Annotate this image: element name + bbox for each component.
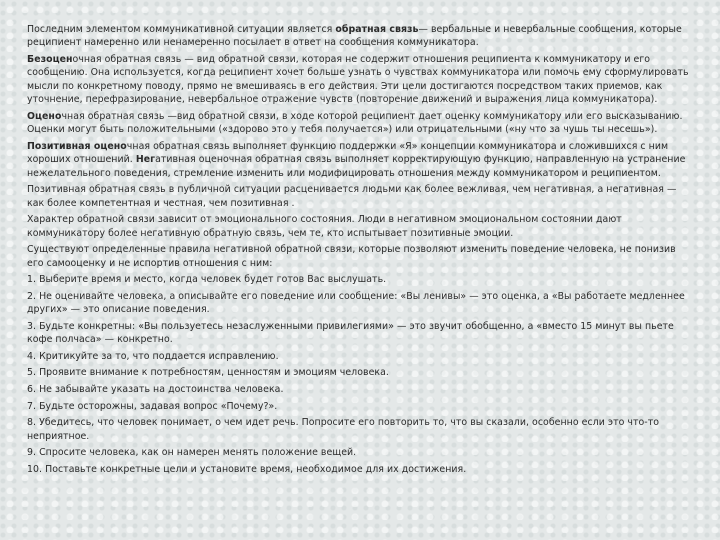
term-negative: Нег (135, 154, 156, 166)
rule-item-2 (27, 290, 695, 317)
text-run: 9. Спросите человека, как он намерен менять положение вещей. (27, 447, 357, 459)
text-run: 8. Убедитесь, что человек понимает, о чем идет речь. Попросите его повторить то, что вы сказали, особенно если это что-то неприятное. (27, 417, 660, 442)
rule-item-6 (27, 383, 695, 396)
term-positive-evaluative: Позитивная оцено (27, 140, 127, 152)
paragraph-positive-negative (27, 140, 695, 180)
term-feedback: обратная связь (335, 24, 419, 35)
paragraph-emotional-state (27, 213, 695, 240)
text-run: 1. Выберите время и место, когда человек будет готов Вас выслушать. (27, 274, 387, 286)
rule-item-7 (27, 400, 695, 413)
rule-item-9 (27, 446, 695, 459)
text-block (27, 23, 695, 479)
rule-item-5 (27, 366, 695, 379)
paragraph-non-evaluative (27, 53, 695, 107)
text-run: 10. Поставьте конкретные цели и установите время, необходимое для их достижения. (27, 463, 467, 475)
text-run: Позитивная обратная связь в публичной ситуации расценивается людьми как более вежливая, чем негативная, а негативная — как более компетентная и честная, чем позитивная . (27, 184, 677, 209)
rule-item-4 (27, 350, 695, 363)
text-run: 5. Проявите внимание к потребностям, ценностям и эмоциям человека. (27, 367, 389, 379)
text-run: 7. Будьте осторожны, задавая вопрос «Почему?». (27, 400, 278, 412)
text-run: 6. Не забывайте указать на достоинства человека. (27, 384, 284, 395)
text-run: — вербальные и невербальные сообщения, которые реципиент намеренно или ненамеренно посылает в ответ на сообщения коммуникатора. (27, 24, 682, 49)
term-evaluative: Оцено (27, 110, 62, 122)
text-run: 4. Критикуйте за то, что поддается исправлению. (27, 350, 279, 362)
text-run: очная обратная связь — вид обратной связи, которая не содержит отношения реципиента к коммуникатору и его сообщению. Она используется, когда реципиент хочет больше узнать о чувствах коммуникатора или помочь ему сформулировать мысли по конкретному поводу, прямо не вмешиваясь в его действия. Эти цели достигаются посредством таких приемов, как уточнение, перефразирование, невербальное отражение чувств (повторение движений и выражения лица коммуникатора). (27, 54, 689, 106)
text-run: чная обратная связь выполняет функцию поддержки «Я» концепции коммуникатора и сложившихся с ним хороших отношений. (27, 140, 669, 166)
rule-item-10 (27, 463, 695, 476)
paragraph-feedback-definition (27, 23, 695, 50)
text-run: ативная оценочная обратная связь выполняет корректирующую функцию, направленную на устранение нежелательного поведения, стремление изменить или модифицировать отношения между коммуникатором и реципиентом. (27, 154, 686, 179)
text-run: Характер обратной связи зависит от эмоционального состояния. Люди в негативном эмоциональном состоянии дают коммуникатору более негативную обратную связь, чем те, кто испытывает позитивные эмоции. (27, 214, 622, 239)
text-run: Последним элементом коммуникативной ситуации является (27, 24, 336, 35)
rule-item-8 (27, 416, 695, 443)
rule-item-1 (27, 273, 695, 286)
paragraph-public-situation (27, 183, 695, 210)
rule-item-3 (27, 320, 695, 347)
text-run: 3. Будьте конкретны: «Вы пользуетесь незаслуженными привилегиями» — это звучит обобщенно, а «вместо 15 минут вы пьете кофе полчаса» — конкретно. (27, 320, 674, 346)
paragraph-rules-intro (27, 243, 695, 270)
text-run: Существуют определенные правила негативной обратной связи, которые позволяют изменить поведение человека, не понизив его самооценку и не испортив отношения с ним: (27, 244, 676, 269)
text-run: 2. Не оценивайте человека, а описывайте его поведение или сообщение: «Вы ленивы» — это оценка, а «Вы работаете медленнее других» — это описание поведения. (27, 290, 685, 316)
term-non-evaluative: Безоцен (27, 54, 73, 65)
text-run: чная обратная связь —вид обратной связи, в ходе которой реципиент дает оценку коммуникатору или его высказыванию. Оценки могут быть положительными («здорово это у тебя получается») или отрицательными («ну что за чушь ты несешь»). (27, 110, 683, 136)
paragraph-evaluative (27, 110, 695, 137)
